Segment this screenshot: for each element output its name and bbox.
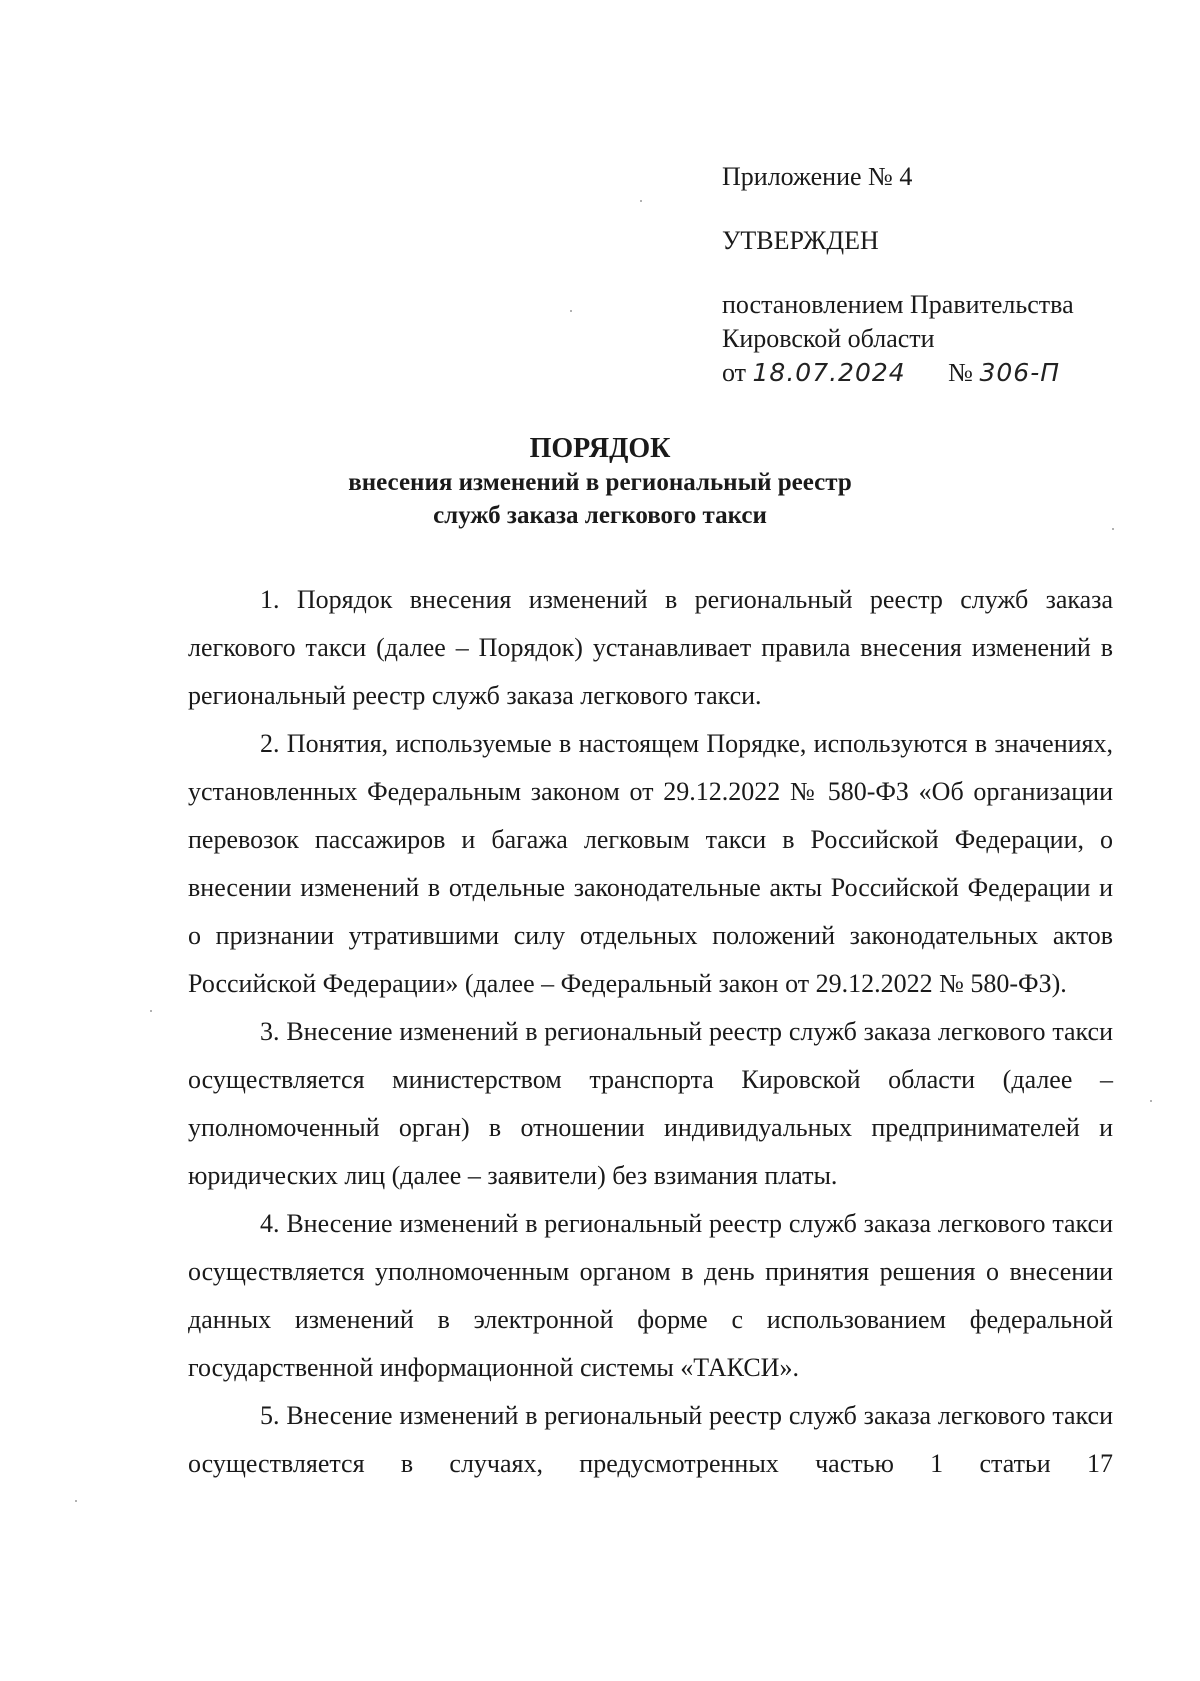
document-body [188, 576, 1113, 1488]
date-prefix: от [722, 358, 747, 387]
approved-label: УТВЕРЖДЕН [722, 226, 879, 255]
date-number-line [722, 356, 1122, 390]
approval-block [722, 160, 1122, 390]
paragraph-5: 5. Внесение изменений в региональный реестр служб заказа легкового такси осуществляется в случаях, предусмотренных частью 1 статьи 17 [188, 1401, 1113, 1478]
number-prefix: № [948, 358, 973, 387]
scan-speck [570, 310, 572, 312]
scan-speck [150, 1010, 152, 1012]
paragraph-2: 2. Понятия, используемые в настоящем Порядке, используются в значениях, установленных Федеральным законом от 29.12.2022 № 580-ФЗ «Об организации перевозок пассажиров и багажа легковым такси в Российской Федерации, о внесении изменений в отдельные законодательные акты Российской Федерации и о признании утратившими силу отдельных положений законодательных актов Российской Федерации» (далее – Федеральный закон от 29.12.2022 № 580-ФЗ). [188, 729, 1113, 998]
scan-speck [1150, 1100, 1152, 1102]
appendix-label: Приложение № 4 [722, 162, 913, 191]
title-line-1: внесения изменений в региональный реестр [348, 469, 852, 496]
scan-speck [640, 200, 642, 202]
resolution-line-1: постановлением Правительства [722, 290, 1074, 319]
resolution-line-2: Кировской области [722, 324, 935, 353]
document-title [0, 432, 1200, 532]
paragraph-3: 3. Внесение изменений в региональный реестр служб заказа легкового такси осуществляется министерством транспорта Кировской области (далее – уполномоченный орган) в отношении индивидуальных предпринимателей и юридических лиц (далее – заявители) без взимания платы. [188, 1017, 1113, 1190]
scan-speck [1112, 528, 1114, 530]
paragraph-1: 1. Порядок внесения изменений в региональный реестр служб заказа легкового такси (далее – Порядок) устанавливает правила внесения изменений в региональный реестр служб заказа легкового такси. [188, 585, 1113, 710]
title-main: ПОРЯДОК [529, 433, 671, 464]
title-line-2: служб заказа легкового такси [433, 502, 767, 529]
handwritten-date: 18.07.2024 [752, 358, 906, 387]
handwritten-number: 306-П [979, 358, 1061, 387]
paragraph-4: 4. Внесение изменений в региональный реестр служб заказа легкового такси осуществляется уполномоченным органом в день принятия решения о внесении данных изменений в электронной форме с использованием федеральной государственной информационной системы «ТАКСИ». [188, 1209, 1113, 1382]
scan-speck [75, 1500, 77, 1502]
